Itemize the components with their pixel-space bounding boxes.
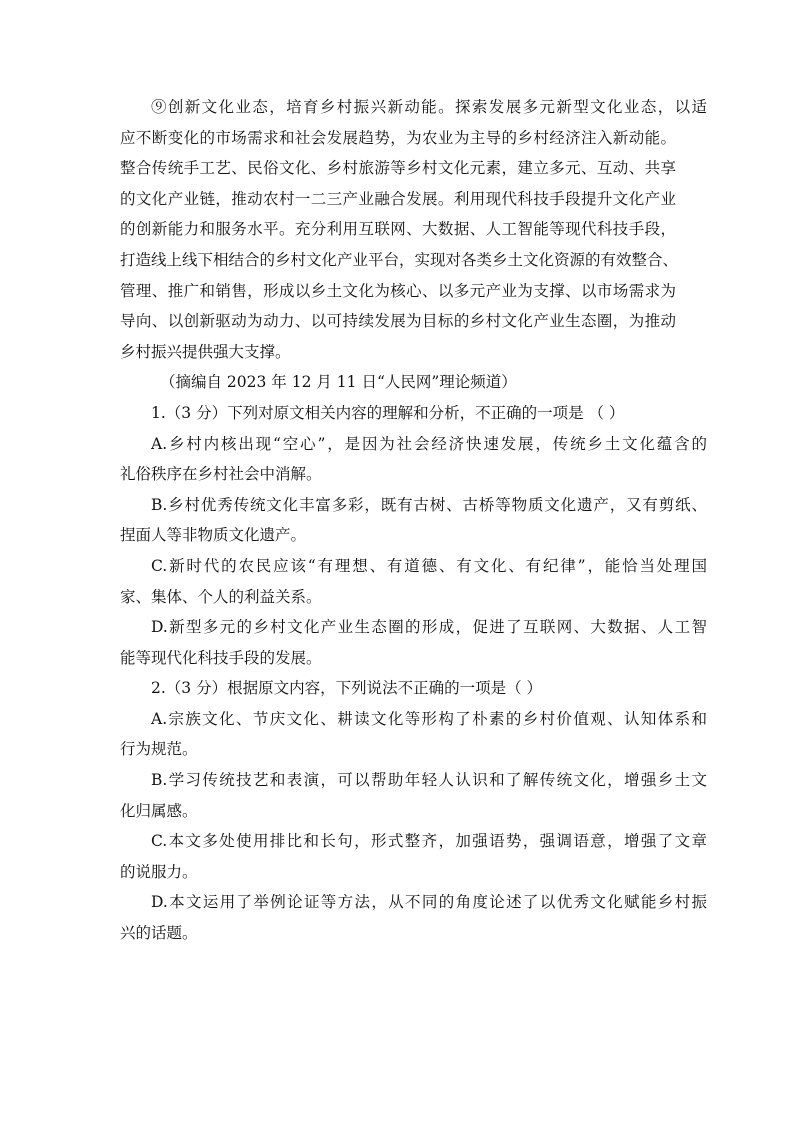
option-line: A.乡村内核出现“空心”，是因为社会经济快速发展，传统乡土文化蕴含的 (151, 434, 707, 453)
paragraph-line: 导向、以创新驱动为动力、以可持续发展为目标的乡村文化产业生态圈，为推动 (120, 312, 676, 331)
option-line: 化归属感。 (120, 801, 198, 820)
option-line: C.新时代的农民应该“有理想、有道德、有文化、有纪律”，能恰当处理国 (151, 556, 707, 575)
option-a (120, 704, 707, 765)
option-line: 行为规范。 (120, 740, 198, 759)
paragraph-line: 应不断变化的市场需求和社会发展趋势，为农业为主导的乡村经济注入新动能。 (120, 128, 676, 147)
question-1 (120, 398, 707, 673)
option-line: 能等现代化科技手段的发展。 (120, 648, 322, 667)
option-line: 家、集体、个人的利益关系。 (120, 587, 322, 606)
question-stem: 1.（3 分）下列对原文相关内容的理解和分析，不正确的一项是 （ ） (151, 403, 625, 422)
option-line: 捏面人等非物质文化遗产。 (120, 526, 307, 545)
source-citation: （摘编自 2023 年 12 月 11 日“人民网”理论频道） (160, 373, 517, 392)
option-c (120, 826, 707, 887)
paragraph-line: 的文化产业链，推动农村一二三产业融合发展。利用现代科技手段提升文化产业 (120, 189, 676, 208)
question-2 (120, 673, 707, 948)
paragraph-line: 乡村振兴提供强大支撑。 (120, 342, 291, 361)
option-b (120, 765, 707, 826)
option-a (120, 429, 707, 490)
paragraph-9 (120, 92, 707, 367)
document-page (120, 92, 707, 949)
paragraph-line: 整合传统手工艺、民俗文化、乡村旅游等乡村文化元素，建立多元、互动、共享 (120, 159, 676, 178)
option-b (120, 490, 707, 551)
option-line: 礼俗秩序在乡村社会中消解。 (120, 465, 322, 484)
option-c (120, 551, 707, 612)
option-line: 的说服力。 (120, 862, 198, 881)
paragraph-line: 管理、推广和销售，形成以乡土文化为核心、以多元产业为支撑、以市场需求为 (120, 281, 676, 300)
option-line: C.本文多处使用排比和长句，形式整齐，加强语势，强调语意，增强了文章 (151, 832, 707, 851)
option-line: D.新型多元的乡村文化产业生态圈的形成，促进了互联网、大数据、人工智 (151, 618, 707, 637)
option-line: 兴的话题。 (120, 924, 198, 943)
option-line: B.学习传统技艺和表演，可以帮助年轻人认识和了解传统文化，增强乡土文 (151, 771, 707, 790)
option-d (120, 887, 707, 948)
option-line: B.乡村优秀传统文化丰富多彩，既有古树、古桥等物质文化遗产，又有剪纸、 (151, 495, 707, 514)
paragraph-line: 的创新能力和服务水平。充分利用互联网、大数据、人工智能等现代科技手段， (120, 220, 676, 239)
question-stem: 2.（3 分）根据原文内容，下列说法不正确的一项是（ ） (151, 679, 543, 698)
option-line: A.宗族文化、节庆文化、耕读文化等形构了朴素的乡村价值观、认知体系和 (151, 709, 707, 728)
paragraph-line: ⑨创新文化业态，培育乡村振兴新动能。探索发展多元新型文化业态，以适 (151, 98, 707, 116)
paragraph-line: 打造线上线下相结合的乡村文化产业平台，实现对各类乡土文化资源的有效整合、 (120, 250, 679, 269)
option-d (120, 612, 707, 673)
option-line: D.本文运用了举例论证等方法，从不同的角度论述了以优秀文化赋能乡村振 (151, 893, 707, 912)
